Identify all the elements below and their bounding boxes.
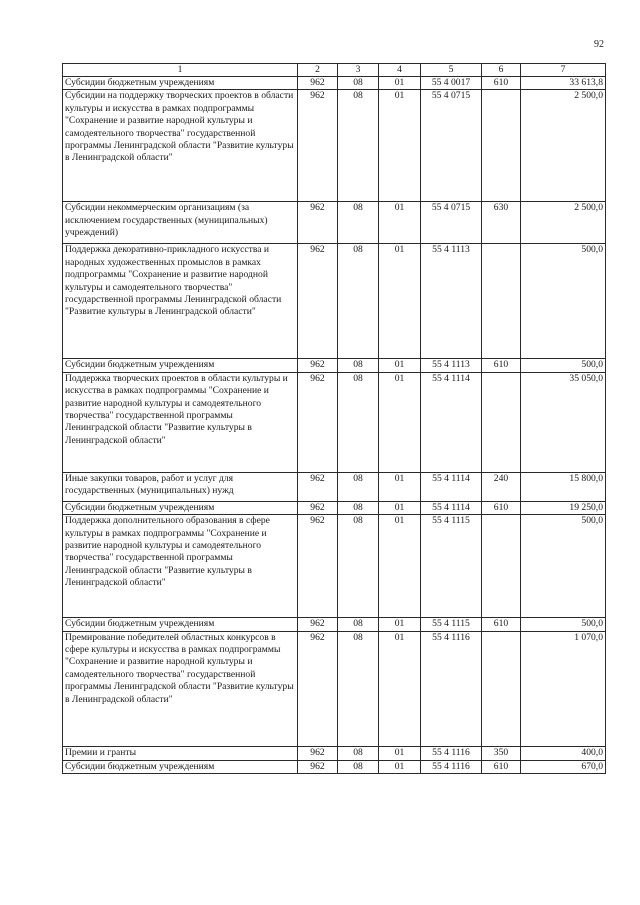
- row-expense-type: 610: [482, 77, 521, 90]
- row-section: 08: [338, 631, 379, 746]
- row-expense-type: [482, 244, 521, 359]
- row-section: 08: [338, 202, 379, 244]
- column-header-7: 7: [521, 64, 606, 77]
- row-section: 08: [338, 90, 379, 202]
- row-subsection: 01: [379, 618, 421, 631]
- column-header-4: 4: [379, 64, 421, 77]
- row-admin-code: 962: [298, 202, 338, 244]
- row-expense-type: [482, 372, 521, 472]
- row-name: Иные закупки товаров, работ и услуг для государственных (муниципальных) нужд: [63, 472, 298, 501]
- row-subsection: 01: [379, 202, 421, 244]
- row-name: Субсидии бюджетным учреждениям: [63, 501, 298, 514]
- row-amount: 2 500,0: [521, 90, 606, 202]
- row-amount: 400,0: [521, 746, 606, 760]
- table-row: [63, 244, 606, 359]
- table-row: [63, 760, 606, 773]
- table-row: [63, 618, 606, 631]
- row-section: 08: [338, 515, 379, 618]
- row-subsection: 01: [379, 746, 421, 760]
- table-row: [63, 515, 606, 618]
- row-target-code: 55 4 1115: [421, 618, 482, 631]
- row-target-code: 55 4 1113: [421, 359, 482, 372]
- row-section: 08: [338, 244, 379, 359]
- row-amount: 19 250,0: [521, 501, 606, 514]
- row-amount: 500,0: [521, 244, 606, 359]
- row-name: Субсидии на поддержку творческих проектов в области культуры и искусства в рамках подпрограммы "Сохранение и развитие народной культуры и самодеятельного творчества" государственной программы Ленинградской области "Развитие культуры в Ленинградской области": [63, 90, 298, 202]
- table-row: [63, 501, 606, 514]
- row-section: 08: [338, 372, 379, 472]
- row-name: Поддержка декоративно-прикладного искусства и народных художественных промыслов в рамках подпрограммы "Сохранение и развитие народной культуры и самодеятельного творчества" государственной программы Ленинградской области "Развитие культуры в Ленинградской области": [63, 244, 298, 359]
- row-target-code: 55 4 1116: [421, 746, 482, 760]
- row-amount: 33 613,8: [521, 77, 606, 90]
- row-section: 08: [338, 77, 379, 90]
- row-name: Субсидии бюджетным учреждениям: [63, 618, 298, 631]
- row-subsection: 01: [379, 760, 421, 773]
- row-section: 08: [338, 746, 379, 760]
- row-admin-code: 962: [298, 359, 338, 372]
- row-section: 08: [338, 618, 379, 631]
- row-subsection: 01: [379, 359, 421, 372]
- row-admin-code: 962: [298, 77, 338, 90]
- row-amount: 15 800,0: [521, 472, 606, 501]
- row-target-code: 55 4 1116: [421, 760, 482, 773]
- row-amount: 2 500,0: [521, 202, 606, 244]
- row-admin-code: 962: [298, 472, 338, 501]
- row-expense-type: [482, 631, 521, 746]
- row-subsection: 01: [379, 631, 421, 746]
- row-target-code: 55 4 0715: [421, 202, 482, 244]
- column-header-1: 1: [63, 64, 298, 77]
- row-expense-type: 610: [482, 760, 521, 773]
- row-target-code: 55 4 1114: [421, 472, 482, 501]
- row-target-code: 55 4 1116: [421, 631, 482, 746]
- row-expense-type: 350: [482, 746, 521, 760]
- row-admin-code: 962: [298, 244, 338, 359]
- row-section: 08: [338, 760, 379, 773]
- row-subsection: 01: [379, 244, 421, 359]
- row-name: Субсидии бюджетным учреждениям: [63, 77, 298, 90]
- table-row: [63, 472, 606, 501]
- row-expense-type: 630: [482, 202, 521, 244]
- row-admin-code: 962: [298, 760, 338, 773]
- column-header-6: 6: [482, 64, 521, 77]
- row-admin-code: 962: [298, 746, 338, 760]
- row-subsection: 01: [379, 90, 421, 202]
- row-admin-code: 962: [298, 618, 338, 631]
- header-row: [63, 64, 606, 77]
- row-expense-type: 610: [482, 359, 521, 372]
- row-amount: 1 070,0: [521, 631, 606, 746]
- row-name: Премии и гранты: [63, 746, 298, 760]
- row-subsection: 01: [379, 515, 421, 618]
- row-expense-type: 240: [482, 472, 521, 501]
- row-expense-type: [482, 515, 521, 618]
- table-row: [63, 359, 606, 372]
- row-expense-type: 610: [482, 501, 521, 514]
- row-expense-type: [482, 90, 521, 202]
- table-row: [63, 372, 606, 472]
- row-subsection: 01: [379, 77, 421, 90]
- row-admin-code: 962: [298, 631, 338, 746]
- row-amount: 670,0: [521, 760, 606, 773]
- row-target-code: 55 4 0017: [421, 77, 482, 90]
- row-amount: 500,0: [521, 618, 606, 631]
- table-header: [63, 64, 606, 77]
- row-section: 08: [338, 472, 379, 501]
- row-name: Субсидии бюджетным учреждениям: [63, 359, 298, 372]
- row-section: 08: [338, 501, 379, 514]
- row-subsection: 01: [379, 372, 421, 472]
- row-target-code: 55 4 1115: [421, 515, 482, 618]
- column-header-2: 2: [298, 64, 338, 77]
- table-row: [63, 746, 606, 760]
- row-subsection: 01: [379, 501, 421, 514]
- table-row: [63, 631, 606, 746]
- row-target-code: 55 4 1114: [421, 372, 482, 472]
- row-subsection: 01: [379, 472, 421, 501]
- row-admin-code: 962: [298, 372, 338, 472]
- row-name: Поддержка творческих проектов в области культуры и искусства в рамках подпрограммы "Сохранение и развитие народной культуры и самодеятельного творчества" государственной программы Ленинградской области "Развитие культуры в Ленинградской области": [63, 372, 298, 472]
- row-name: Премирование победителей областных конкурсов в сфере культуры и искусства в рамках подпрограммы "Сохранение и развитие народной культуры и самодеятельного творчества" государственной программы Ленинградской области "Развитие культуры в Ленинградской области": [63, 631, 298, 746]
- row-amount: 35 050,0: [521, 372, 606, 472]
- table-row: [63, 90, 606, 202]
- row-name: Субсидии некоммерческим организациям (за исключением государственных (муниципальных) учреждений): [63, 202, 298, 244]
- row-admin-code: 962: [298, 501, 338, 514]
- row-section: 08: [338, 359, 379, 372]
- row-target-code: 55 4 0715: [421, 90, 482, 202]
- row-amount: 500,0: [521, 359, 606, 372]
- row-target-code: 55 4 1114: [421, 501, 482, 514]
- budget-table: [62, 63, 606, 774]
- row-target-code: 55 4 1113: [421, 244, 482, 359]
- column-header-3: 3: [338, 64, 379, 77]
- table-body: [63, 77, 606, 774]
- row-name: Субсидии бюджетным учреждениям: [63, 760, 298, 773]
- table-row: [63, 202, 606, 244]
- page-number: 92: [594, 39, 604, 50]
- row-name: Поддержка дополнительного образования в сфере культуры в рамках подпрограммы "Сохранение и развитие народной культуры и самодеятельного творчества" государственной программы Ленинградской области "Развитие культуры в Ленинградской области": [63, 515, 298, 618]
- table-row: [63, 77, 606, 90]
- row-admin-code: 962: [298, 515, 338, 618]
- row-amount: 500,0: [521, 515, 606, 618]
- row-admin-code: 962: [298, 90, 338, 202]
- row-expense-type: 610: [482, 618, 521, 631]
- column-header-5: 5: [421, 64, 482, 77]
